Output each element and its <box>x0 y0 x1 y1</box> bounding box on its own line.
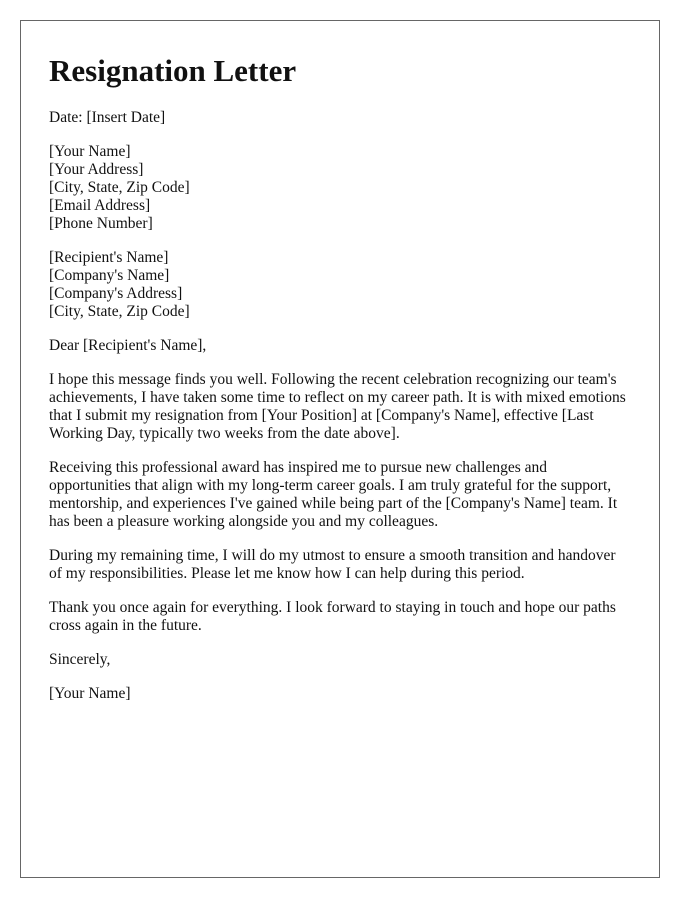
body-paragraph-2: Receiving this professional award has inspired me to pursue new challenges and opportunities that align with my long-term career goals. I am truly grateful for the support, mentorship, and experiences I've gained while being part of the [Company's Name] team. It has been a pleasure working alongside you and my colleagues. <box>49 459 618 530</box>
signature: [Your Name] <box>49 685 131 702</box>
letter-page <box>20 20 660 878</box>
body-paragraph-4: Thank you once again for everything. I look forward to staying in touch and hope our paths cross again in the future. <box>49 599 616 634</box>
closing: Sincerely, <box>49 651 111 668</box>
date-line: Date: [Insert Date] <box>49 109 166 126</box>
recipient-address-block <box>49 249 631 321</box>
salutation: Dear [Recipient's Name], <box>49 337 207 354</box>
sender-city-state-zip: [City, State, Zip Code] <box>49 179 190 196</box>
sender-address-block <box>49 143 631 233</box>
recipient-name: [Recipient's Name] <box>49 249 169 266</box>
sender-address: [Your Address] <box>49 161 144 178</box>
sender-email: [Email Address] <box>49 197 151 214</box>
body-paragraph-1: I hope this message finds you well. Following the recent celebration recognizing our team's achievements, I have taken some time to reflect on my career path. It is with mixed emotions that I submit my resignation from [Your Position] at [Company's Name], effective [Last Working Day, typically two weeks from the date above]. <box>49 371 626 442</box>
sender-phone: [Phone Number] <box>49 215 153 232</box>
recipient-city-state-zip: [City, State, Zip Code] <box>49 303 190 320</box>
recipient-company-address: [Company's Address] <box>49 285 183 302</box>
date-line-block <box>49 109 631 127</box>
recipient-company: [Company's Name] <box>49 267 170 284</box>
letter-title: Resignation Letter <box>49 53 297 88</box>
sender-name: [Your Name] <box>49 143 131 160</box>
body-paragraph-3: During my remaining time, I will do my utmost to ensure a smooth transition and handover of my responsibilities. Please let me know how I can help during this period. <box>49 547 616 582</box>
